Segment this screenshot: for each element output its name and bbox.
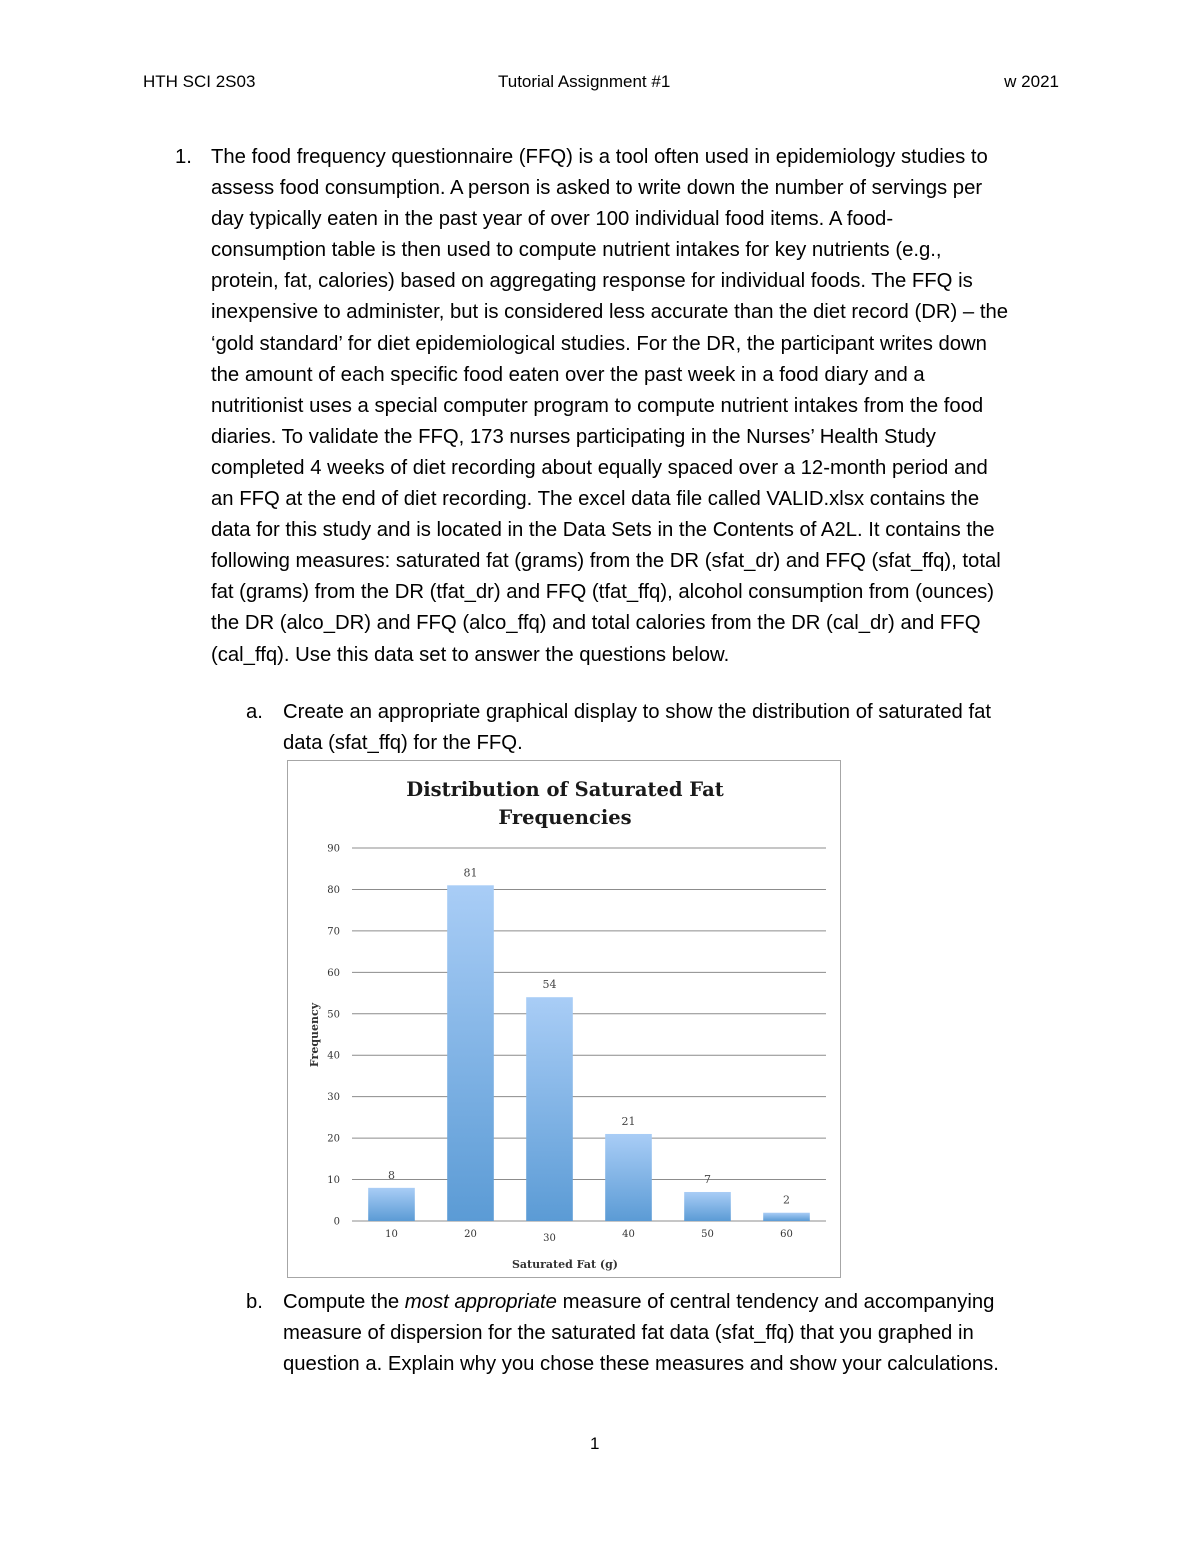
question-1b-emphasis: most appropriate (404, 1291, 557, 1313)
question-1a-line-1: Create an appropriate graphical display to show the distribution of saturated fat (283, 701, 992, 723)
question-1-number: 1. (175, 146, 192, 168)
question-1-line-5: protein, fat, calories) based on aggregating response for individual foods. The FFQ is (211, 270, 973, 293)
y-tick-label: 0 (333, 1216, 340, 1228)
chart-title-line-2: Frequencies (498, 806, 632, 829)
question-1-line-14: following measures: saturated fat (grams) from the DR (sfat_dr) and FFQ (sfat_ffq), total (211, 550, 1001, 573)
y-tick-label: 80 (327, 884, 340, 896)
bar (684, 1192, 731, 1221)
y-tick-label: 60 (327, 967, 340, 979)
data-label: 21 (621, 1114, 636, 1128)
question-1b-line-3: question a. Explain why you chose these measures and show your calculations. (283, 1353, 999, 1376)
question-1b-text (283, 1287, 1063, 1380)
question-1-line-16: the DR (alco_DR) and FFQ (alco_ffq) and total calories from the DR (cal_dr) and FFQ (211, 612, 981, 635)
y-tick-label: 70 (327, 926, 340, 938)
question-1a-text (283, 697, 1063, 759)
question-1-line-4: consumption table is then used to compute nutrient intakes for key nutrients (e.g., (211, 239, 942, 262)
question-1-line-10: diaries. To validate the FFQ, 173 nurses participating in the Nurses’ Health Study (211, 425, 936, 448)
x-tick-label: 60 (780, 1229, 793, 1240)
x-tick-label: 30 (543, 1233, 556, 1244)
y-tick-label: 10 (327, 1175, 340, 1187)
chart-title-line-1: Distribution of Saturated Fat (406, 778, 724, 801)
x-tick-label: 20 (464, 1229, 477, 1240)
data-label: 54 (542, 978, 557, 992)
bar (763, 1213, 810, 1221)
question-1-line-17: (cal_ffq). Use this data set to answer the questions below. (211, 643, 730, 666)
data-label: 2 (783, 1193, 790, 1207)
y-tick-label: 90 (327, 843, 340, 855)
question-1-line-8: the amount of each specific food eaten over the past week in a food diary and a (211, 363, 925, 386)
y-axis-label: Frequency (308, 1002, 321, 1068)
bar (526, 997, 573, 1221)
question-1-line-15: fat (grams) from the DR (tfat_dr) and FFQ (tfat_ffq), alcohol consumption from (ounces) (211, 581, 994, 604)
bar (368, 1188, 415, 1221)
question-1-line-3: day typically eaten in the past year of over 100 individual food items. A food- (211, 208, 894, 231)
question-1b-label: b. (246, 1291, 263, 1313)
saturated-fat-histogram (288, 761, 842, 1279)
bar (447, 885, 494, 1221)
question-1-line-9: nutritionist uses a special computer program to compute nutrient intakes from the food (211, 394, 984, 417)
document-title: Tutorial Assignment #1 (498, 72, 671, 91)
question-1-line-7: ‘gold standard’ for diet epidemiological studies. For the DR, the participant writes down (211, 332, 987, 355)
y-tick-label: 40 (327, 1050, 340, 1062)
question-1a-label: a. (246, 701, 263, 723)
course-code: HTH SCI 2S03 (143, 72, 256, 91)
question-1-line-2: assess food consumption. A person is asked to write down the number of servings per (211, 177, 983, 200)
y-tick-label: 50 (327, 1009, 340, 1021)
question-1-line-12: an FFQ at the end of diet recording. The excel data file called VALID.xlsx contains the (211, 488, 980, 511)
x-tick-label: 40 (622, 1229, 635, 1240)
question-1-line-1: The food frequency questionnaire (FFQ) is a tool often used in epidemiology studies to (211, 146, 988, 168)
x-tick-label: 10 (385, 1229, 398, 1240)
data-label: 8 (388, 1168, 395, 1182)
question-1-line-11: completed 4 weeks of diet recording about equally spaced over a 12-month period and (211, 456, 988, 479)
term-label: w 2021 (1004, 72, 1059, 91)
question-1b-line-2: measure of dispersion for the saturated fat data (sfat_ffq) that you graphed in (283, 1322, 974, 1345)
x-tick-label: 50 (701, 1229, 714, 1240)
page-header (143, 72, 1059, 98)
data-label: 7 (704, 1172, 711, 1186)
chart-frame (287, 760, 841, 1278)
question-1a-line-2: data (sfat_ffq) for the FFQ. (283, 732, 523, 755)
y-tick-label: 30 (327, 1092, 340, 1104)
question-1b-line-1-start: Compute the (283, 1291, 405, 1313)
question-1b-line-1 (283, 1287, 1063, 1318)
question-1-text (211, 142, 1063, 671)
bar (605, 1134, 652, 1221)
page-number: 1 (590, 1434, 600, 1453)
x-axis-label: Saturated Fat (g) (511, 1258, 619, 1271)
data-label: 81 (463, 866, 478, 880)
question-1-line-6: inexpensive to administer, but is considered less accurate than the diet record (DR) – the (211, 301, 1009, 324)
question-1-line-13: data for this study and is located in the Data Sets in the Contents of A2L. It contains the (211, 519, 995, 542)
y-tick-label: 20 (327, 1133, 340, 1145)
question-1b-line-1-end: measure of central tendency and accompanying (556, 1291, 995, 1313)
